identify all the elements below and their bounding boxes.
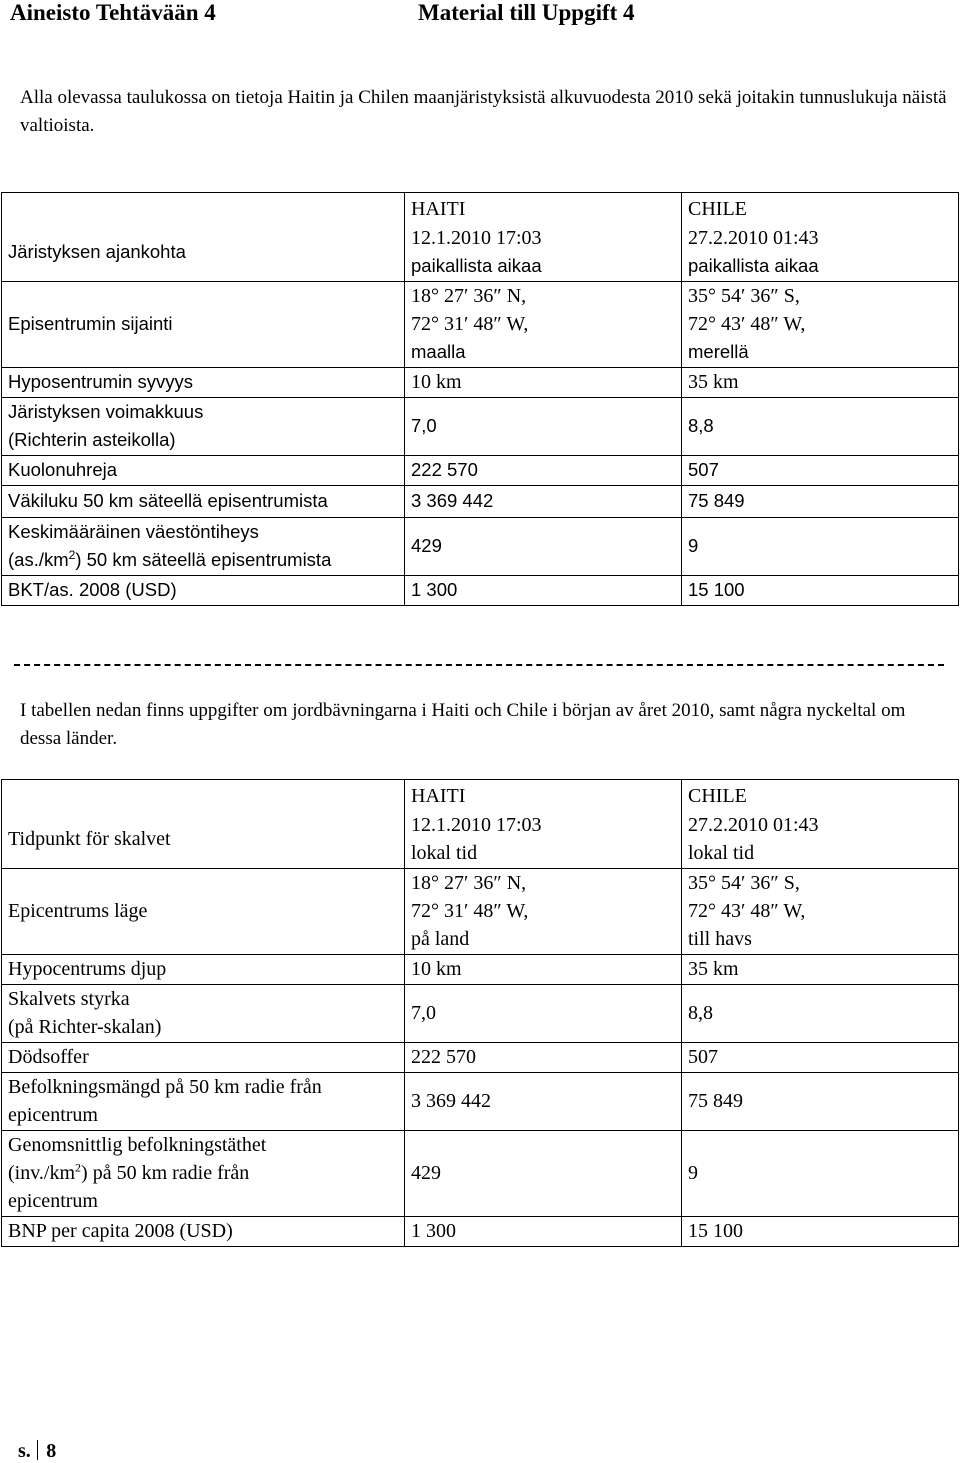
- table-row: [2, 223, 959, 281]
- table-fi: [1, 192, 959, 606]
- row-label: Väkiluku 50 km säteellä episentrumista: [2, 485, 405, 517]
- header-title-sv: Material till Uppgift 4: [418, 0, 635, 25]
- row-label: Dödsoffer: [2, 1042, 405, 1072]
- intro-text-sv: I tabellen nedan finns uppgifter om jordbävningarna i Haiti och Chile i början av året 2010, samt några nyckeltal om dessa länder.: [20, 700, 906, 749]
- table-cell: 9: [682, 1130, 959, 1216]
- table-row: [2, 517, 959, 575]
- table-cell: 10 km: [405, 367, 682, 397]
- row-label: Befolkningsmängd på 50 km radie från epicentrum: [2, 1072, 405, 1130]
- table-cell: 222 570: [405, 1042, 682, 1072]
- table-row: [2, 868, 959, 954]
- row-label: Episentrumin sijainti: [2, 281, 405, 367]
- table-row: [2, 1216, 959, 1246]
- column-header-chile: CHILE: [682, 780, 959, 811]
- table-row: [2, 1130, 959, 1216]
- table-cell: 35° 54′ 36″ S, 72° 43′ 48″ W, till havs: [682, 868, 959, 954]
- table-cell: 7,0: [405, 397, 682, 455]
- row-label: BNP per capita 2008 (USD): [2, 1216, 405, 1246]
- intro-text-fi: Alla olevassa taulukossa on tietoja Haitin ja Chilen maanjäristyksistä alkuvuodesta 2010 sekä joitakin tunnuslukuja näistä valtioista.: [20, 87, 947, 136]
- table-cell: 35° 54′ 36″ S, 72° 43′ 48″ W, merellä: [682, 281, 959, 367]
- table-cell: 8,8: [682, 397, 959, 455]
- row-label: Genomsnittlig befolkningstäthet $(inv./km^2)$ på 50 km radie från epicentrum: [2, 1130, 405, 1216]
- table-row: [2, 397, 959, 455]
- row-label: Hyposentrumin syvyys: [2, 367, 405, 397]
- section-divider: [14, 664, 944, 666]
- table-cell: 429: [405, 1130, 682, 1216]
- table-row: [2, 455, 959, 485]
- table-row: [2, 780, 959, 811]
- table-row: [2, 1042, 959, 1072]
- page-number: s. 8: [18, 1440, 57, 1462]
- table-cell: 18° 27′ 36″ N, 72° 31′ 48″ W, maalla: [405, 281, 682, 367]
- column-header-haiti: HAITI: [405, 780, 682, 811]
- table-cell: 507: [682, 455, 959, 485]
- row-label: Tidpunkt för skalvet: [2, 810, 405, 868]
- table-row: [2, 984, 959, 1042]
- table-row: [2, 810, 959, 868]
- table-cell: 222 570: [405, 455, 682, 485]
- table-cell: 7,0: [405, 984, 682, 1042]
- table-cell: 1 300: [405, 1216, 682, 1246]
- table-row: [2, 367, 959, 397]
- table-cell: 9: [682, 517, 959, 575]
- row-label: Järistyksen ajankohta: [2, 223, 405, 281]
- table-row: [2, 1072, 959, 1130]
- row-label: Epicentrums läge: [2, 868, 405, 954]
- column-header-haiti: HAITI: [405, 193, 682, 224]
- table-cell: 35 km: [682, 367, 959, 397]
- table-cell: 75 849: [682, 485, 959, 517]
- table-cell: 3 369 442: [405, 1072, 682, 1130]
- table-cell: 3 369 442: [405, 485, 682, 517]
- table-cell: 12.1.2010 17:03 lokal tid: [405, 810, 682, 868]
- table-cell: 429: [405, 517, 682, 575]
- table-row: [2, 281, 959, 367]
- table-cell: 75 849: [682, 1072, 959, 1130]
- table-cell: 507: [682, 1042, 959, 1072]
- table-cell: 15 100: [682, 1216, 959, 1246]
- table-cell: 27.2.2010 01:43 paikallista aikaa: [682, 223, 959, 281]
- table-cell: 10 km: [405, 954, 682, 984]
- row-label: Keskimääräinen väestöntiheys $(as./km^2)$ 50 km säteellä episentrumista: [2, 517, 405, 575]
- table-cell: 8,8: [682, 984, 959, 1042]
- table-row: [2, 575, 959, 605]
- table-cell: 1 300: [405, 575, 682, 605]
- row-label: BKT/as. 2008 (USD): [2, 575, 405, 605]
- table-row: [2, 954, 959, 984]
- divider-bar: [37, 1440, 39, 1460]
- table-sv: [1, 779, 959, 1247]
- column-header-chile: CHILE: [682, 193, 959, 224]
- table-cell: 15 100: [682, 575, 959, 605]
- row-label: Skalvets styrka (på Richter-skalan): [2, 984, 405, 1042]
- table-cell: 12.1.2010 17:03 paikallista aikaa: [405, 223, 682, 281]
- table-cell: 35 km: [682, 954, 959, 984]
- row-label: Järistyksen voimakkuus (Richterin asteikolla): [2, 397, 405, 455]
- table-row: [2, 193, 959, 224]
- table-row: [2, 485, 959, 517]
- row-label: Kuolonuhreja: [2, 455, 405, 485]
- table-cell: 18° 27′ 36″ N, 72° 31′ 48″ W, på land: [405, 868, 682, 954]
- row-label: Hypocentrums djup: [2, 954, 405, 984]
- table-cell: 27.2.2010 01:43 lokal tid: [682, 810, 959, 868]
- header-title-fi: Aineisto Tehtävään 4: [10, 0, 216, 25]
